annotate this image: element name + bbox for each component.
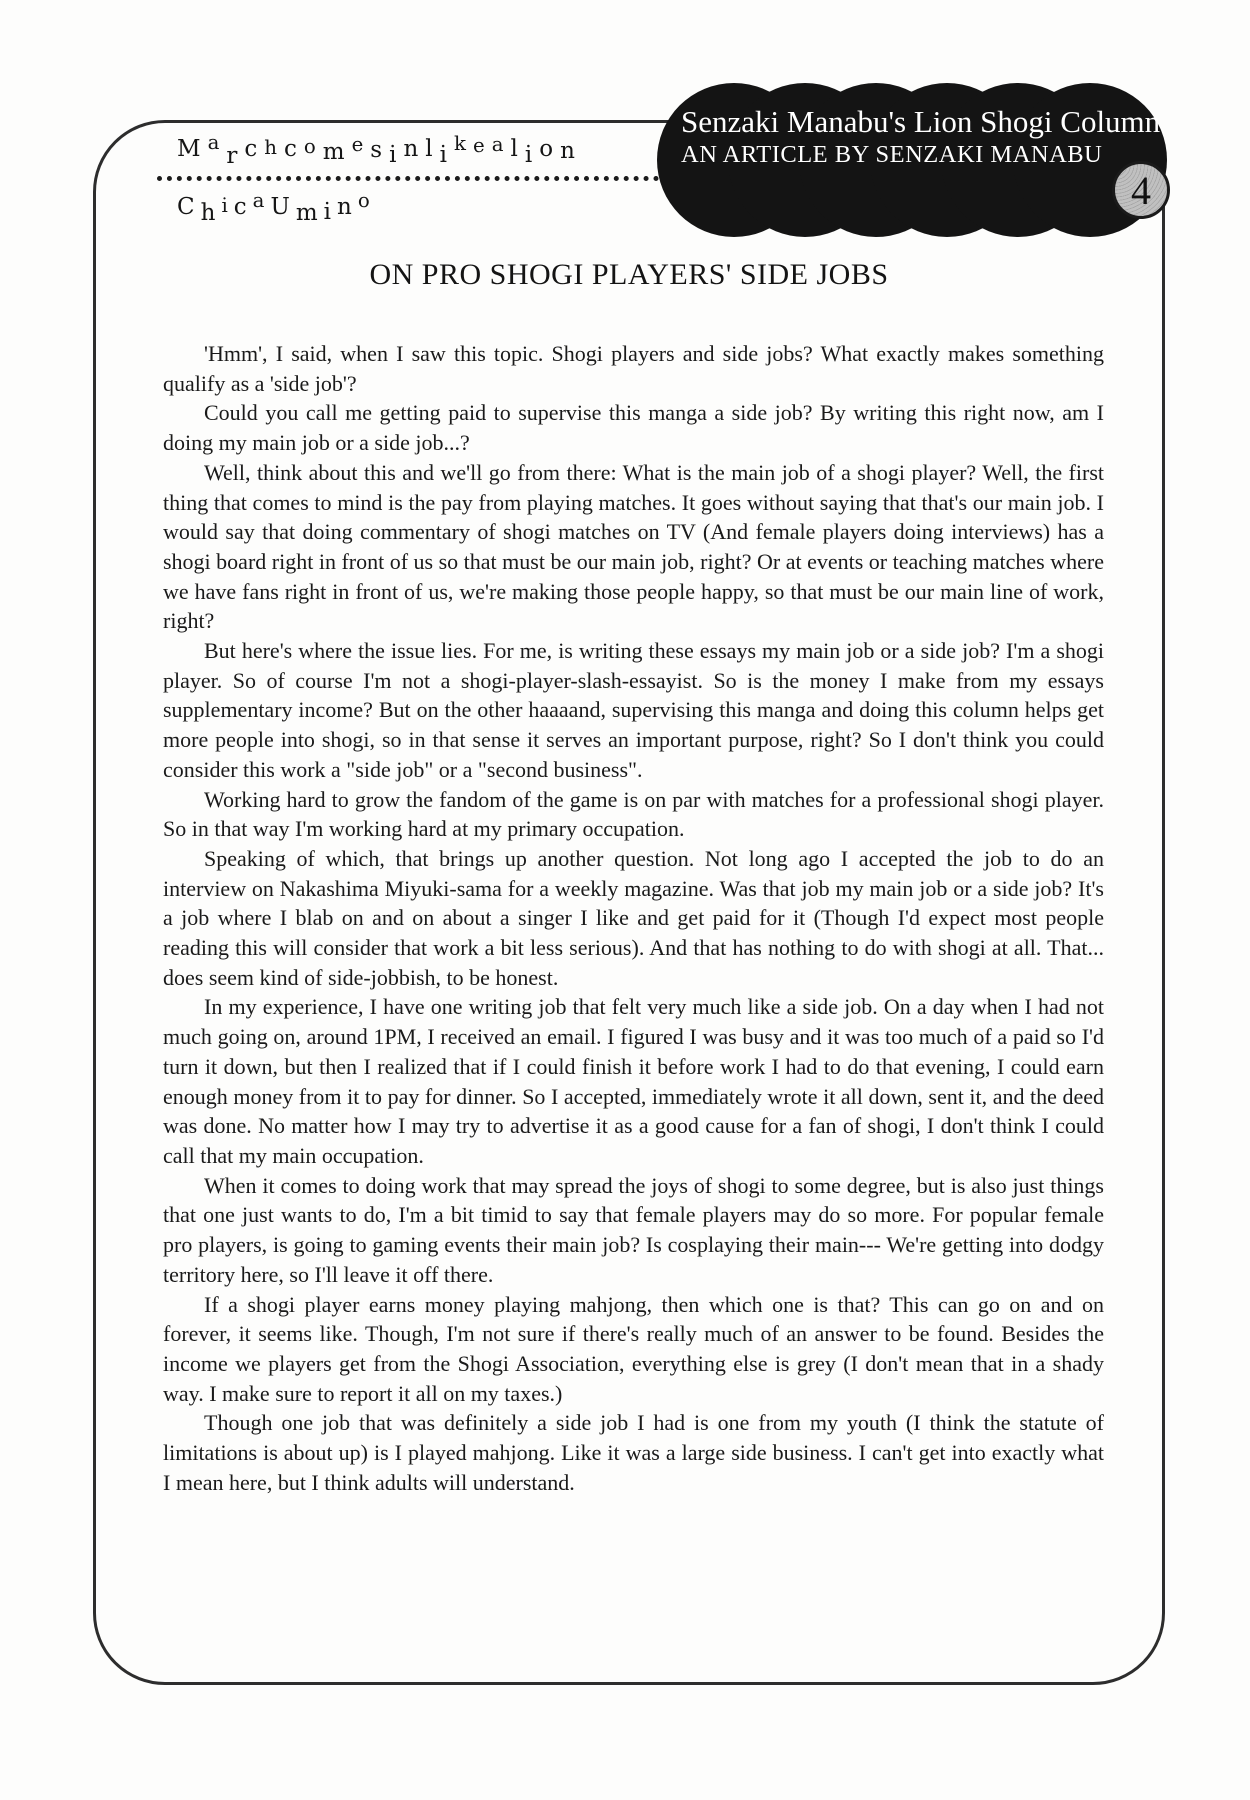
paragraph: Well, think about this and we'll go from there: What is the main job of a shogi player? Well, the first thing that comes to mind is the pay from playing matches. It goes without saying that that's our main job. I would say that doing commentary of shogi matches on TV (And female players doing interviews) has a shogi board right in front of us so that must be our main job, right? Or at events or teaching matches where we have fans right in front of us, we're making those people happy, so that must be our main line of work, right?	[163, 459, 1104, 634]
issue-number: 4	[1131, 167, 1151, 213]
dotted-divider	[157, 176, 659, 181]
paragraph: Could you call me getting paid to supervise this manga a side job? By writing this right now, am I doing my main job or a side job...?	[163, 400, 1104, 456]
column-banner	[653, 79, 1171, 242]
banner-subtitle: AN ARTICLE BY SENZAKI MANABU	[681, 141, 1103, 168]
article-title: ON PRO SHOGI PLAYERS' SIDE JOBS	[369, 258, 889, 291]
paragraph: Though one job that was definitely a side job I had is one from my youth (I think the statute of limitations is about up) is I played mahjong. Like it was a large side business. I can't get into exactly what I mean here, but I think adults will understand.	[163, 1410, 1104, 1495]
paragraph: Speaking of which, that brings up another question. Not long ago I accepted the job to do an interview on Nakashima Miyuki-sama for a weekly magazine. Was that job my main job or a side job? It's a job where I blab on and on about a singer I like and get paid for it (Though I'd expect most people reading this will consider that work a bit less serious). And that has nothing to do with shogi at all. That... does seem kind of side-jobbish, to be honest.	[163, 845, 1104, 990]
banner-text	[681, 103, 1160, 169]
paragraph: When it comes to doing work that may spread the joys of shogi to some degree, but is also just things that one just wants to do, I'm a bit timid to say that female players may do so more. For popular female pro players, is going to gaming events their main job? Is cosplaying their main--- We're getting into dodgy territory here, so I'll leave it off there.	[163, 1172, 1104, 1287]
author-name: ChicaUmino	[177, 189, 376, 226]
paragraph: If a shogi player earns money playing mahjong, then which one is that? This can go on and on forever, it seems like. Though, I'm not sure if there's really much of an answer to be found. Besides the income we players get from the Shogi Association, everything else is grey (I don't mean that in a shady way. I make sure to report it all on my taxes.)	[163, 1291, 1104, 1406]
paragraph: 'Hmm', I said, when I saw this topic. Shogi players and side jobs? What exactly makes something qualify as a 'side job'?	[163, 341, 1104, 396]
article-body	[163, 339, 1104, 1497]
paragraph: In my experience, I have one writing job that felt very much like a side job. On a day when I had not much going on, around 1PM, I received an email. I figured I was busy and it was too much of a paid so I'd turn it down, but then I realized that if I could finish it before work I had to do that evening, I could earn enough money from it to pay for dinner. So I accepted, immediately wrote it all down, sent it, and the deed was done. No matter how I may try to advertise it as a good cause for a fan of shogi, I don't think I could call that my main occupation.	[163, 994, 1104, 1168]
issue-number-badge	[1112, 161, 1170, 219]
paragraph: Working hard to grow the fandom of the game is on par with matches for a professional shogi player. So in that way I'm working hard at my primary occupation.	[163, 786, 1104, 842]
banner-title: Senzaki Manabu's Lion Shogi Column	[681, 104, 1161, 139]
paragraph: But here's where the issue lies. For me, is writing these essays my main job or a side job? I'm a shogi player. So of course I'm not a shogi-player-slash-essayist. So is the money I make from my essays supplementary income? But on the other haaaand, supervising this manga and doing this column helps get more people into shogi, so in that sense it serves an important purpose, right? So I don't think you could consider this work a "side job" or a "second business".	[163, 638, 1104, 782]
series-title: Marchcomesinlikealion	[177, 131, 582, 169]
